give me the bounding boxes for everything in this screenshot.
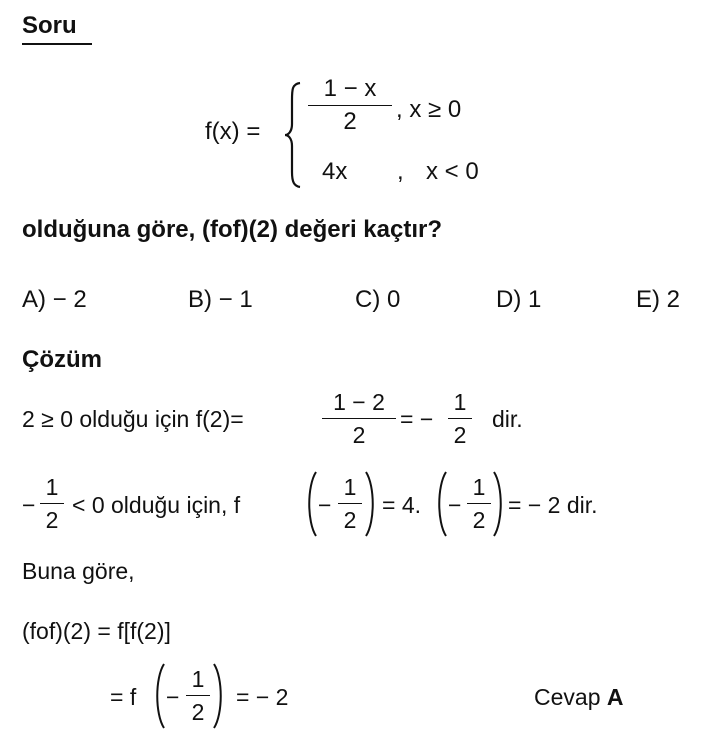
line1-half-bar (448, 418, 472, 419)
line5-arg-bar (186, 695, 210, 696)
solution-line1-fraction (322, 389, 396, 448)
solution-line4: (fof)(2) = f[f(2)] (22, 618, 171, 644)
answer-prefix: Cevap (534, 684, 601, 710)
line2-arg-den: 2 (343, 507, 357, 533)
solution-heading: Çözüm (22, 346, 102, 373)
line2-arg2-minus: − (448, 492, 462, 518)
line2-arg2-den: 2 (472, 507, 486, 533)
line2-open-paren-2 (434, 470, 448, 538)
question-prompt: olduğuna göre, (fof)(2) değeri kaçtır? (22, 216, 443, 243)
solution-line2-mid: < 0 olduğu için, f (72, 492, 241, 518)
case1-denominator: 2 (343, 108, 357, 135)
solution-line3: Buna göre, (22, 558, 135, 584)
line2-close-paren-1 (364, 470, 378, 538)
line1-frac-den: 2 (352, 422, 366, 448)
line2-open-paren-1 (304, 470, 318, 538)
option-d: D) 1 (496, 286, 542, 313)
left-brace (282, 80, 304, 190)
line2-arg2-bar (467, 503, 491, 504)
line2-arg-frac (338, 474, 362, 533)
line1-frac-num: 1 − 2 (333, 389, 385, 415)
line1-frac-bar (322, 418, 396, 419)
case1-condition: , x ≥ 0 (396, 96, 462, 123)
line5-open-paren (152, 662, 166, 730)
solution-line2-half (40, 474, 64, 533)
line2-half-den: 2 (45, 507, 59, 533)
line2-half-num: 1 (45, 474, 59, 500)
line5-arg-num: 1 (191, 666, 205, 692)
case2-condition: x < 0 (426, 158, 479, 185)
line5-result: = − 2 (236, 684, 289, 710)
solution-line1-eq-minus: = − (400, 406, 434, 432)
solution-line2-minus: − (22, 492, 36, 518)
line2-arg2-frac (467, 474, 491, 533)
question-heading: Soru (22, 12, 77, 39)
option-b: B) − 1 (188, 286, 253, 313)
case1-fraction (308, 76, 392, 135)
heading-underline (22, 43, 92, 45)
line2-eq: = 4. (382, 492, 422, 518)
solution-line1-lead: 2 ≥ 0 olduğu için f(2)= (22, 406, 244, 432)
option-c: C) 0 (355, 286, 401, 313)
line1-half-num: 1 (453, 389, 467, 415)
line2-half-bar (40, 503, 64, 504)
line5-arg-minus: − (166, 684, 180, 710)
case1-fraction-bar (308, 105, 392, 106)
solution-line1-tail: dir. (492, 406, 523, 432)
line5-arg-den: 2 (191, 699, 205, 725)
answer-letter: A (606, 684, 624, 710)
line5-close-paren (212, 662, 226, 730)
line1-half-den: 2 (453, 422, 467, 448)
line5-arg-frac (186, 666, 210, 725)
solution-line1-half (448, 389, 472, 448)
option-a: A) − 2 (22, 286, 87, 313)
line2-close-paren-2 (492, 470, 506, 538)
line2-arg-minus: − (318, 492, 332, 518)
line2-result: = − 2 dir. (508, 492, 598, 518)
case2-comma: , (397, 158, 404, 185)
case2-expr: 4x (322, 158, 348, 185)
case1-numerator: 1 − x (323, 75, 377, 102)
line2-arg2-num: 1 (472, 474, 486, 500)
line2-arg-num: 1 (343, 474, 357, 500)
line2-arg-bar (338, 503, 362, 504)
answer-label (534, 684, 624, 711)
solution-line5-lead: = f (110, 684, 137, 710)
option-e: E) 2 (636, 286, 681, 313)
function-lhs: f(x) = (205, 118, 261, 145)
